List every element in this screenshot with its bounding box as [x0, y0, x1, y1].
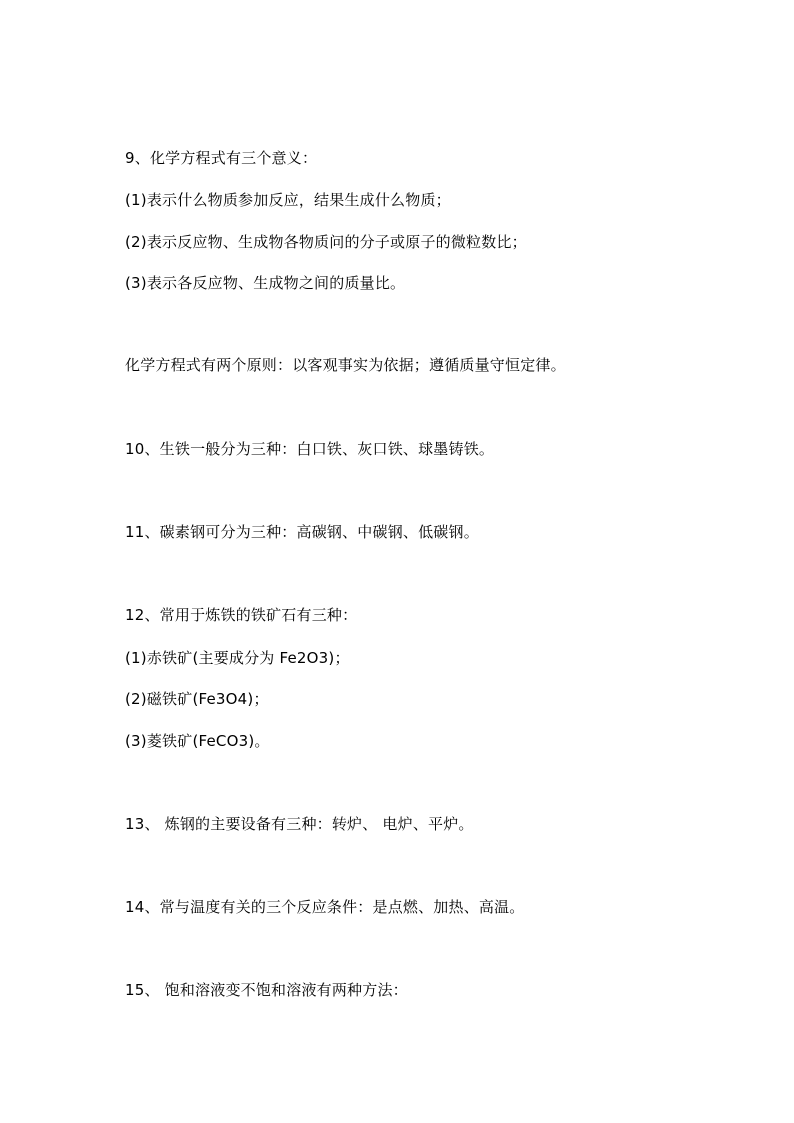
- equation-principles: 化学方程式有两个原则：以客观事实为依据；遵循质量守恒定律。: [125, 356, 566, 374]
- item-12-point-1: (1)赤铁矿(主要成分为 Fe2O3)；: [125, 649, 350, 667]
- heading-item-13: 13、 炼钢的主要设备有三种：转炉、 电炉、平炉。: [125, 815, 474, 833]
- heading-item-14: 14、常与温度有关的三个反应条件：是点燃、加热、高温。: [125, 898, 525, 916]
- item-12-point-3: (3)菱铁矿(FeCO3)。: [125, 732, 270, 750]
- heading-item-12: 12、常用于炼铁的铁矿石有三种：: [125, 606, 358, 624]
- item-9-point-3: (3)表示各反应物、生成物之间的质量比。: [125, 274, 406, 292]
- item-12-point-2: (2)磁铁矿(Fe3O4)；: [125, 690, 269, 708]
- heading-item-11: 11、碳素钢可分为三种：高碳钢、中碳钢、低碳钢。: [125, 523, 479, 541]
- heading-item-10: 10、生铁一般分为三种：白口铁、灰口铁、球墨铸铁。: [125, 440, 495, 458]
- item-9-point-2: (2)表示反应物、生成物各物质问的分子或原子的微粒数比；: [125, 233, 527, 251]
- item-9-point-1: (1)表示什么物质参加反应，结果生成什么物质；: [125, 191, 451, 209]
- heading-item-15: 15、 饱和溶液变不饱和溶液有两种方法：: [125, 981, 408, 999]
- heading-item-9: 9、化学方程式有三个意义：: [125, 149, 318, 167]
